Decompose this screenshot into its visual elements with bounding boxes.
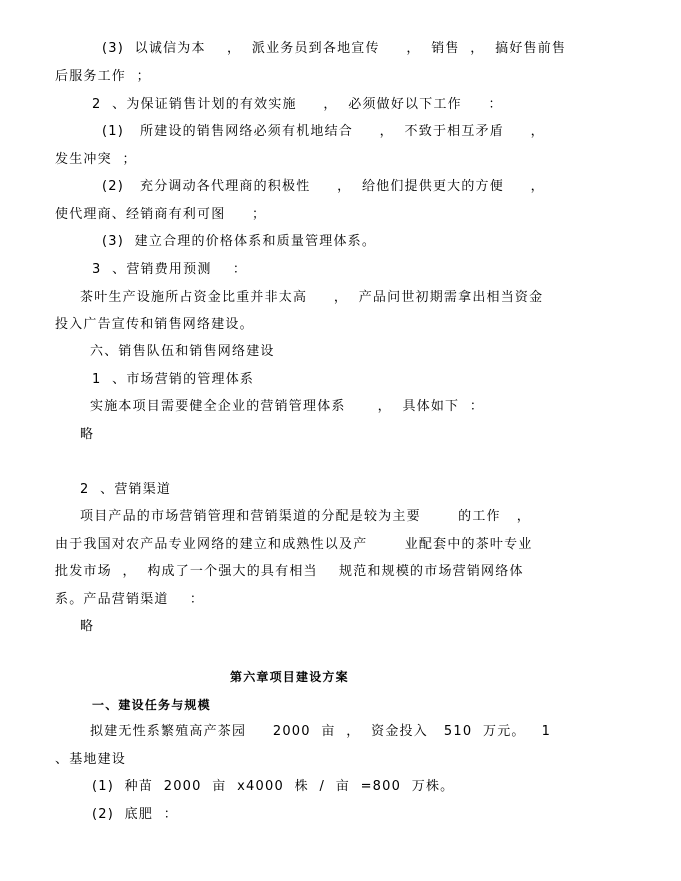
line-25: 、基地建设 [55, 752, 127, 767]
line-16: 2 、营销渠道 [80, 482, 172, 497]
line-26: (1) 种苗 2000 亩 x4000 株 / 亩 =800 万株。 [92, 779, 455, 794]
line-14: 实施本项目需要健全企业的营销管理体系 ， 具体如下 ： [90, 399, 485, 414]
line-11: 投入广告宣传和销售网络建设。 [55, 317, 254, 332]
chapter-title: 第六章项目建设方案 [230, 670, 349, 684]
line-9: 3 、营销费用预测 ： [92, 262, 248, 277]
line-6: (2) 充分调动各代理商的积极性 ， 给他们提供更大的方便 ， [102, 179, 545, 194]
line-17: 项目产品的市场营销管理和营销渠道的分配是较为主要 的工作 ， [80, 509, 531, 524]
line-4: (1) 所建设的销售网络必须有机地结合 ， 不致于相互矛盾 ， [102, 124, 545, 139]
line-18: 由于我国对农产品专业网络的建立和成熟性以及产 业配套中的茶叶专业 [55, 537, 533, 552]
subsection-heading: 一、建设任务与规模 [92, 698, 211, 712]
line-10: 茶叶生产设施所占资金比重并非太高 ， 产品问世初期需拿出相当资金 [80, 290, 544, 305]
line-2: 后服务工作 ； [55, 69, 151, 84]
line-1: (3) 以诚信为本 ， 派业务员到各地宣传 ， 销售 ， 搞好售前售 [102, 41, 567, 56]
line-15: 略 [80, 427, 95, 442]
line-24: 拟建无性系繁殖高产茶园 2000 亩 ， 资金投入 510 万元。 1 [90, 724, 552, 739]
line-7: 使代理商、经销商有利可图 ； [55, 207, 267, 222]
line-27: (2) 底肥 ： [92, 807, 178, 822]
line-13: 1 、市场营销的管理体系 [92, 372, 255, 387]
line-19: 批发市场 ， 构成了一个强大的具有相当 规范和规模的市场营销网络体 [55, 564, 524, 579]
section-heading: 六、销售队伍和销售网络建设 [90, 344, 275, 359]
line-3: 2 、为保证销售计划的有效实施 ， 必须做好以下工作 ： [92, 97, 503, 112]
line-21: 略 [80, 619, 95, 634]
line-8: (3) 建立合理的价格体系和质量管理体系。 [102, 234, 377, 249]
line-5: 发生冲突 ； [55, 152, 137, 167]
line-20: 系。产品营销渠道 ： [55, 592, 205, 607]
